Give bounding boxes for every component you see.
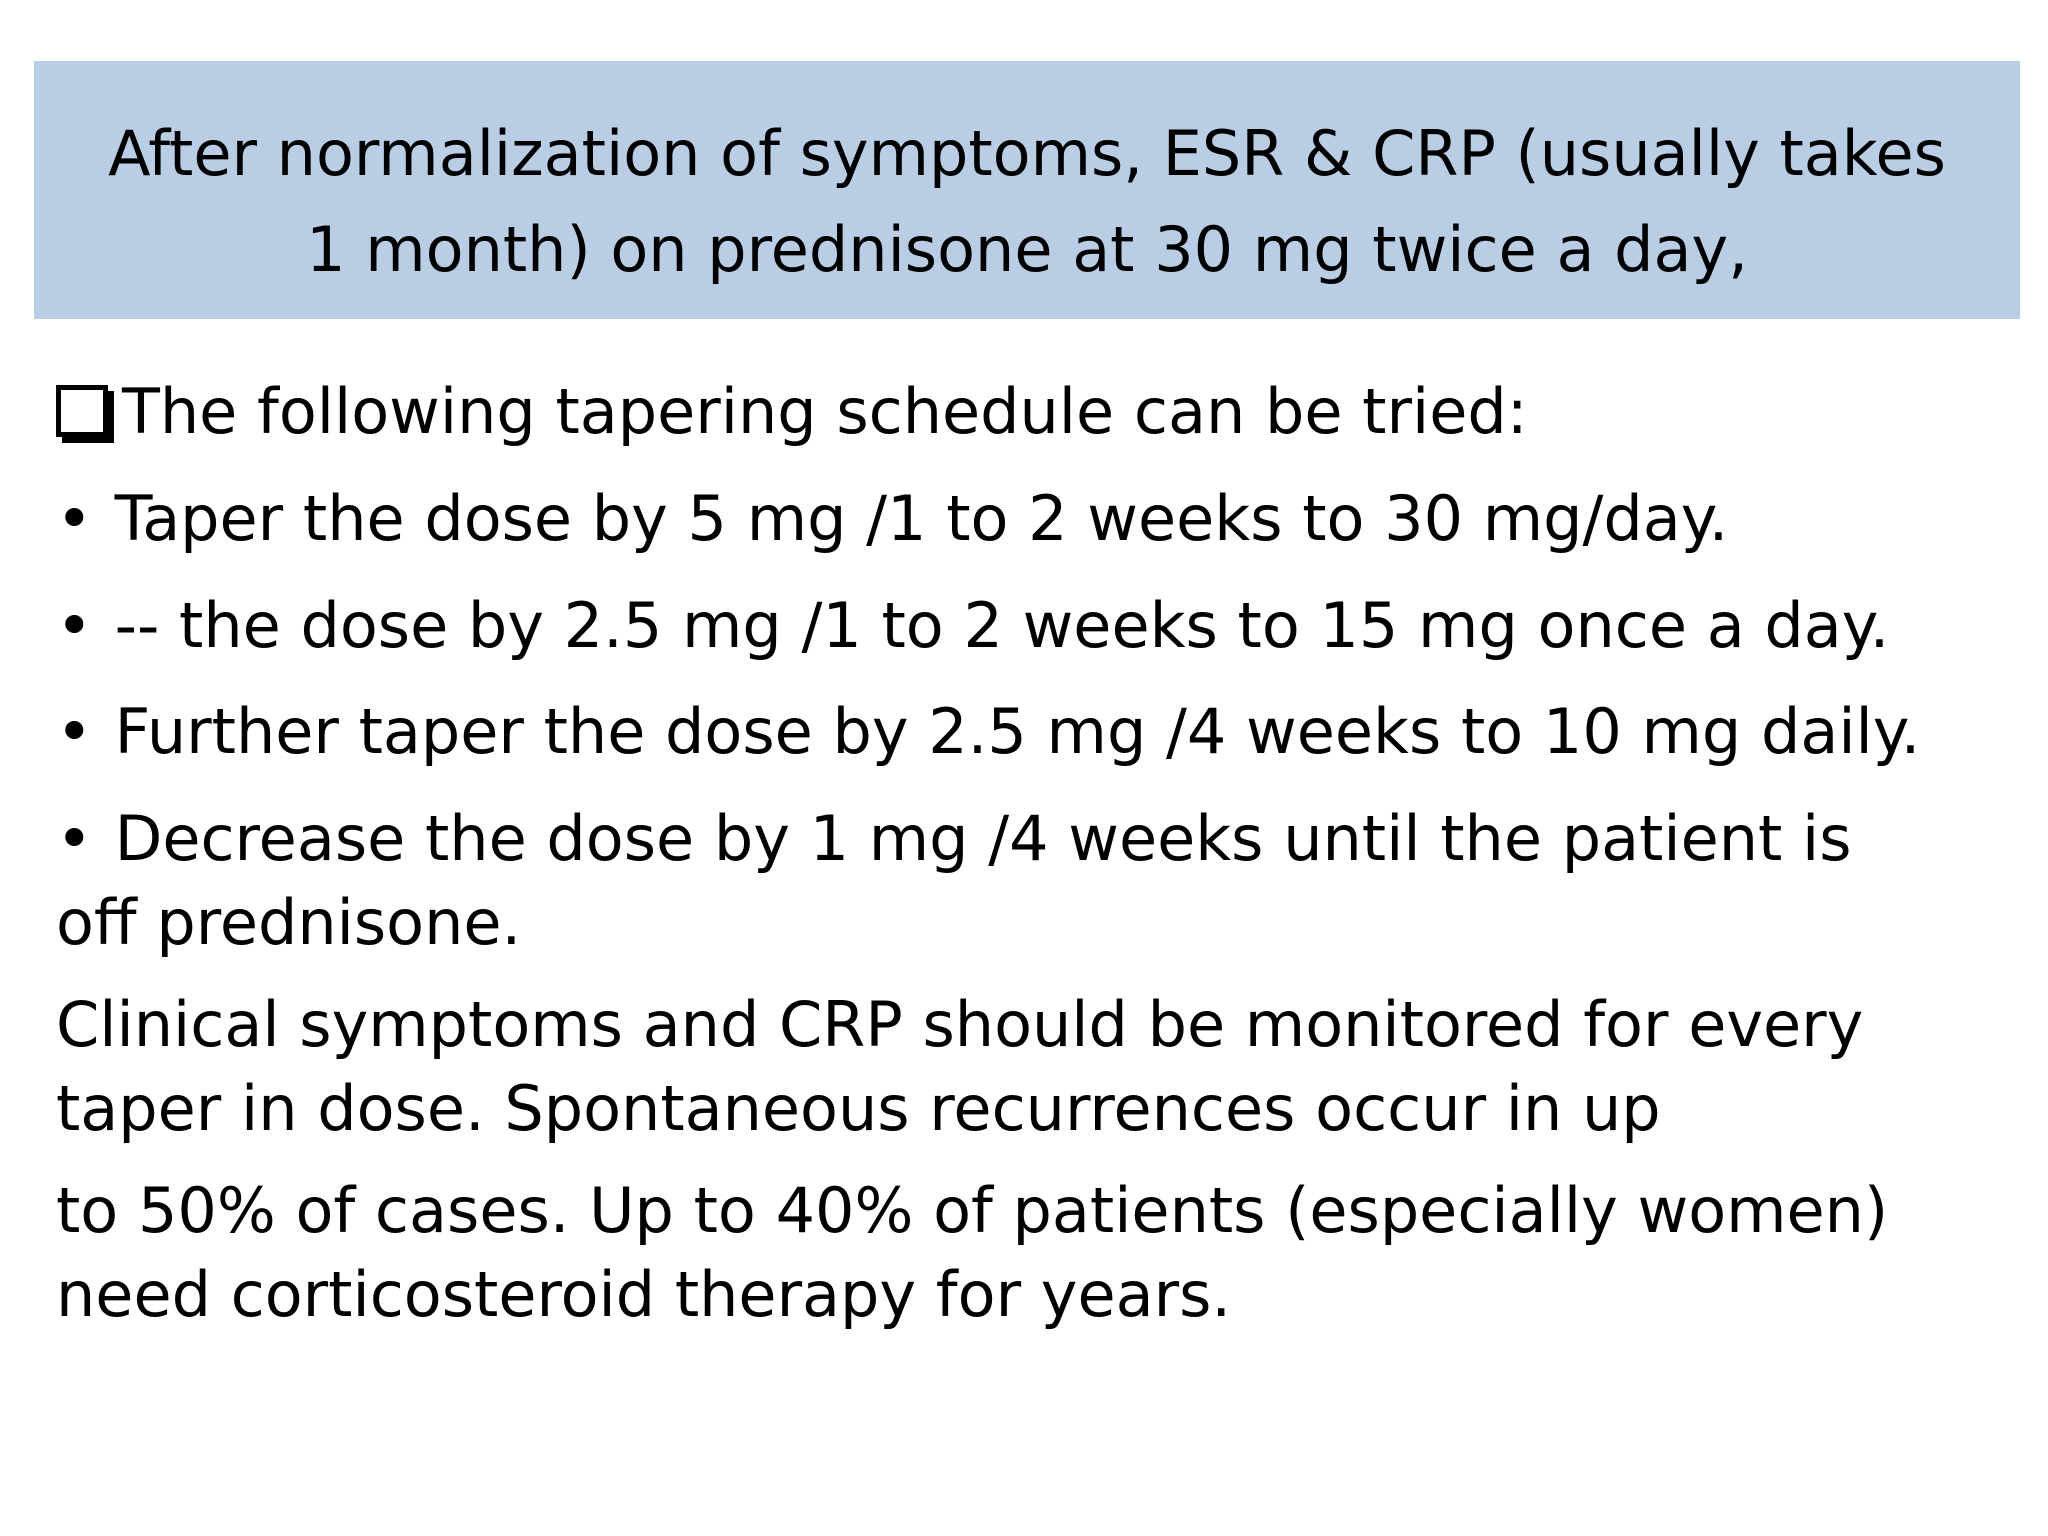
title-line-1: After normalization of symptoms, ESR & CRP (usually takes	[108, 117, 1946, 190]
bullet-item-4-continuation: off prednisone.	[56, 886, 522, 959]
bullet-text: Taper the dose by 5 mg /1 to 2 weeks to 30 mg/day.	[114, 482, 1729, 555]
paragraph-2-line-1: to 50% of cases. Up to 40% of patients (especially women)	[56, 1174, 1889, 1247]
bullet-marker: •	[56, 802, 93, 875]
paragraph-2-line-2: need corticosteroid therapy for years.	[56, 1258, 1232, 1331]
checkbox-item-text: The following tapering schedule can be tried:	[122, 375, 1528, 448]
bullet-item-2	[56, 586, 1889, 666]
bullet-text: Further taper the dose by 2.5 mg /4 weeks to 10 mg daily.	[114, 695, 1921, 768]
title-line-2: 1 month) on prednisone at 30 mg twice a day,	[306, 213, 1748, 286]
bullet-text: Decrease the dose by 1 mg /4 weeks until the patient is	[114, 802, 1852, 875]
bullet-item-3	[56, 692, 1920, 772]
paragraph-1-line-1: Clinical symptoms and CRP should be monitored for every	[56, 988, 1864, 1061]
bullet-item-4	[56, 799, 1852, 879]
bullet-marker: •	[56, 589, 93, 662]
bullet-text: -- the dose by 2.5 mg /1 to 2 weeks to 15 mg once a day.	[114, 589, 1890, 662]
title-banner	[34, 61, 2020, 319]
bullet-item-1	[56, 479, 1728, 559]
bullet-marker: •	[56, 482, 93, 555]
bullet-marker: •	[56, 695, 93, 768]
checkbox-icon	[56, 385, 108, 437]
checkbox-item	[56, 372, 1528, 452]
paragraph-1-line-2: taper in dose. Spontaneous recurrences occur in up	[56, 1072, 1661, 1145]
